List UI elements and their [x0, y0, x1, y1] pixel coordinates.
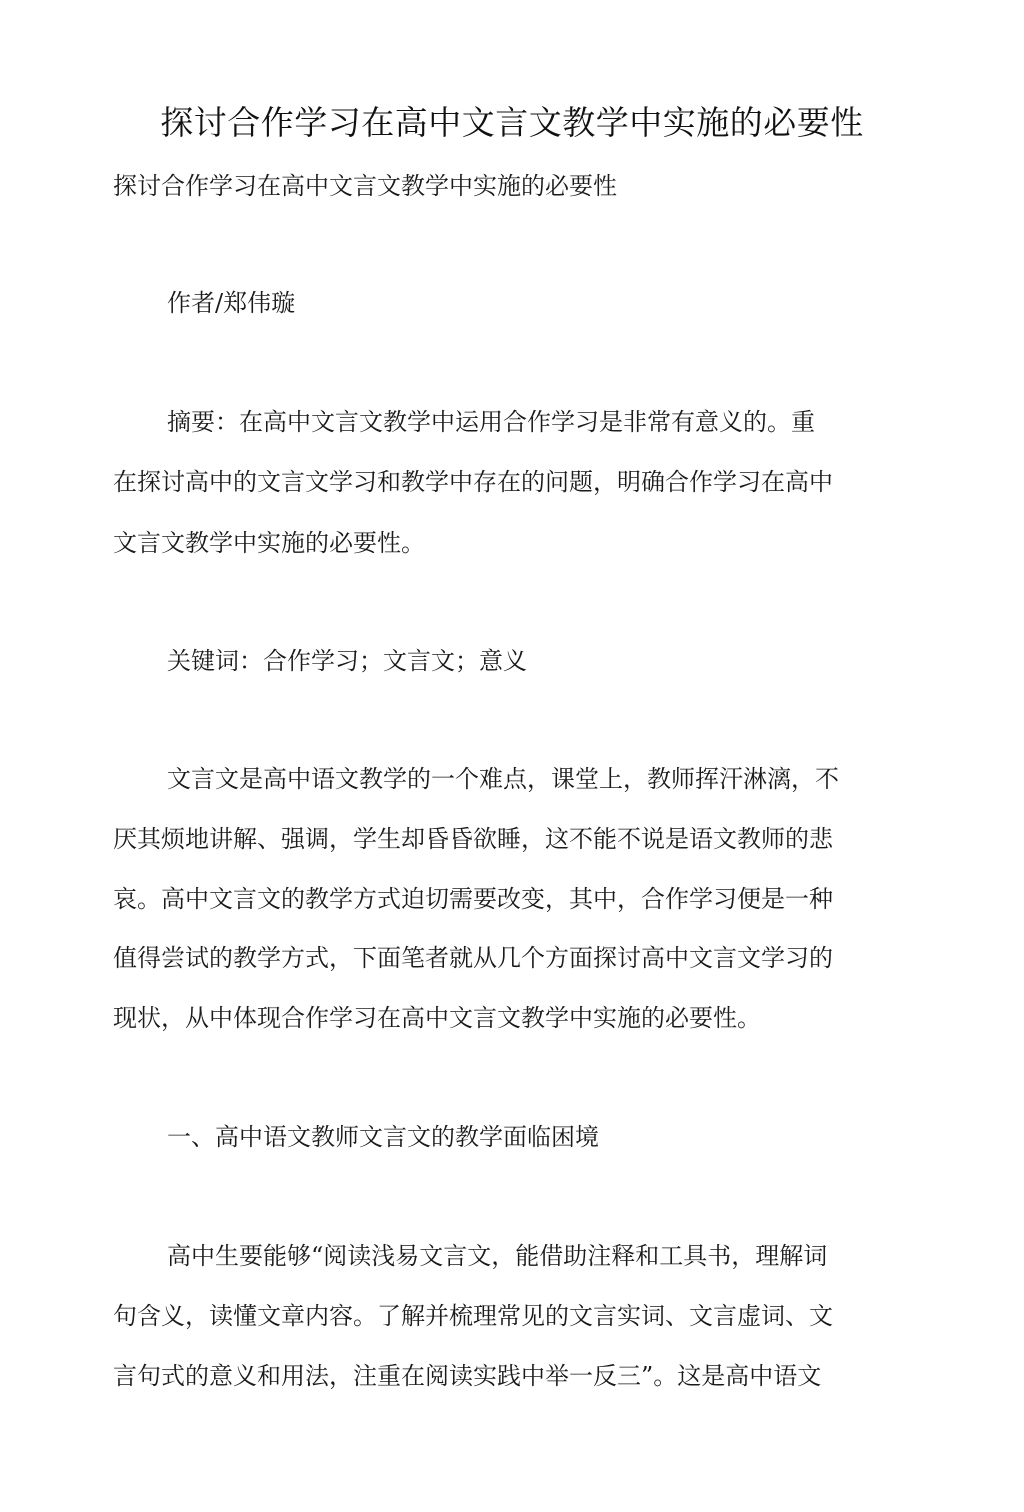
section-heading: 一、高中语文教师文言文的教学面临困境 [167, 1123, 599, 1151]
abstract-line: 摘要：在高中文言文教学中运用合作学习是非常有意义的。重 [167, 408, 815, 436]
document-title: 探讨合作学习在高中文言文教学中实施的必要性 [160, 103, 864, 142]
document-subtitle: 探讨合作学习在高中文言文教学中实施的必要性 [113, 172, 617, 200]
section-paragraph-line: 言句式的意义和用法，注重在阅读实践中举一反三”。这是高中语文 [113, 1362, 822, 1390]
author-line: 作者/郑伟璇 [167, 289, 296, 317]
intro-paragraph-line: 哀。高中文言文的教学方式迫切需要改变，其中，合作学习便是一种 [113, 885, 833, 913]
abstract-line: 文言文教学中实施的必要性。 [113, 529, 425, 557]
intro-paragraph-line: 现状，从中体现合作学习在高中文言文教学中实施的必要性。 [113, 1004, 761, 1032]
intro-paragraph-line: 厌其烦地讲解、强调，学生却昏昏欲睡，这不能不说是语文教师的悲 [113, 825, 833, 853]
keywords-line: 关键词：合作学习；文言文；意义 [167, 647, 527, 675]
section-paragraph-line: 句含义，读懂文章内容。了解并梳理常见的文言实词、文言虚词、文 [113, 1302, 833, 1330]
intro-paragraph-line: 值得尝试的教学方式，下面笔者就从几个方面探讨高中文言文学习的 [113, 944, 833, 972]
section-paragraph-line: 高中生要能够“阅读浅易文言文，能借助注释和工具书，理解词 [167, 1242, 828, 1270]
abstract-line: 在探讨高中的文言文学习和教学中存在的问题，明确合作学习在高中 [113, 468, 833, 496]
intro-paragraph-line: 文言文是高中语文教学的一个难点，课堂上，教师挥汗淋漓，不 [167, 765, 839, 793]
